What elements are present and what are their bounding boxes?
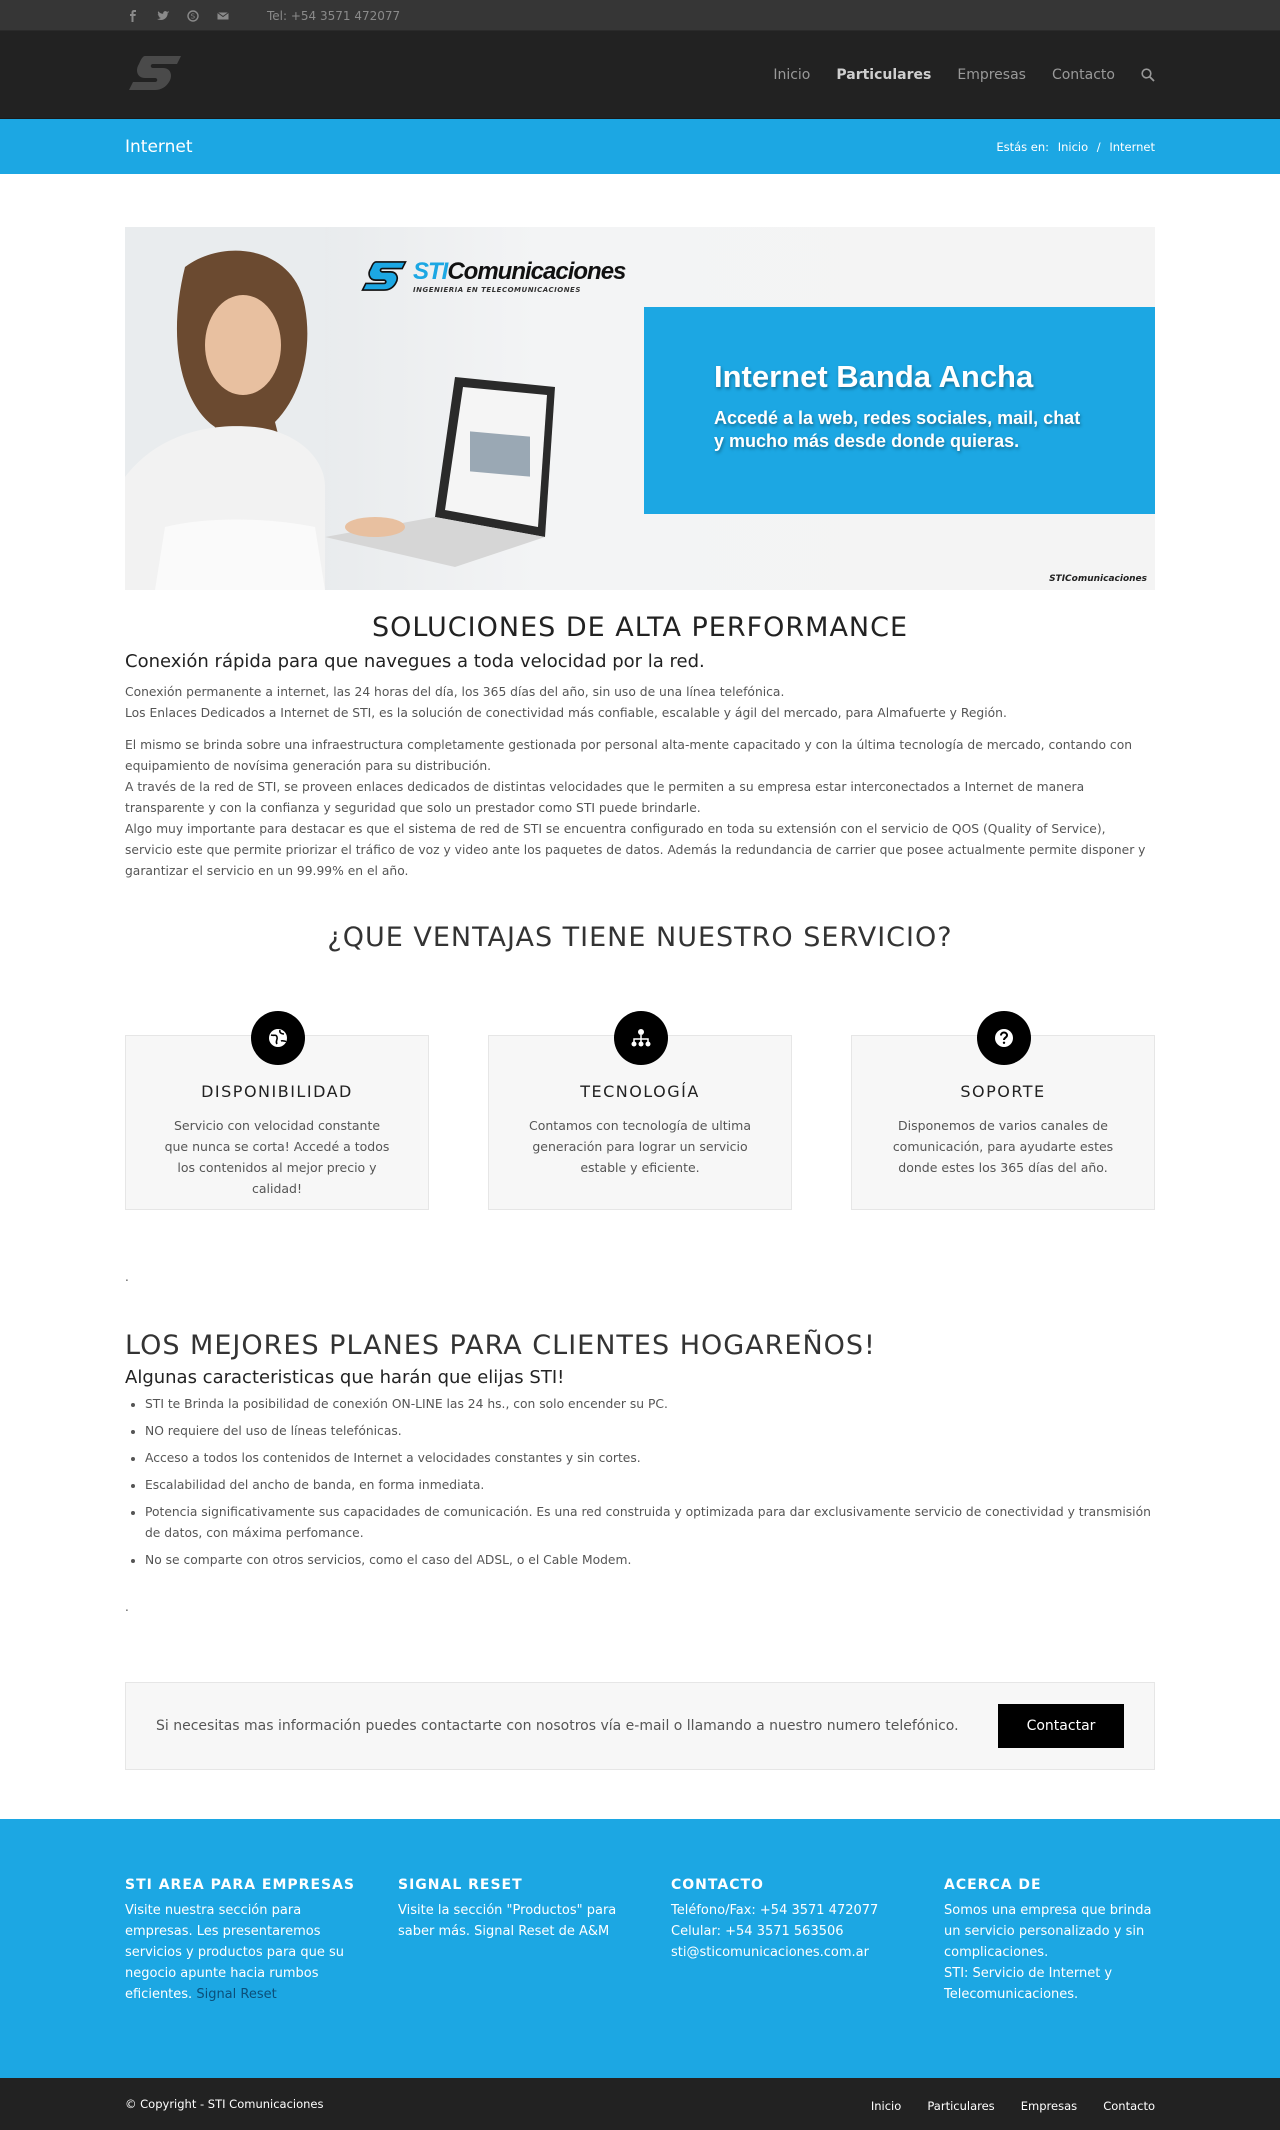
performance-section xyxy=(125,612,1155,882)
paragraph: Los Enlaces Dedicados a Internet de STI, es la solución de conectividad más confiable, escalable y ágil del mercado, para Almafuerte y Región. xyxy=(125,706,1007,720)
feature-card-disponibilidad xyxy=(125,1035,429,1210)
socket-link-empresas[interactable]: Empresas xyxy=(1020,2098,1078,2113)
footer-heading: SIGNAL RESET xyxy=(398,1877,523,1893)
nav-particulares[interactable]: Particulares xyxy=(836,67,932,83)
feature-title: TECNOLOGÍA xyxy=(580,1082,700,1101)
banner-logo xyxy=(359,257,625,295)
paragraph: A través de la red de STI, se proveen enlaces dedicados de distintas velocidades que le permiten a su empresa estar interconectados a Internet de manera transparente y con la confianza y seguridad que solo un prestador como STI puede brindarle. xyxy=(125,780,1085,815)
hero-banner xyxy=(125,227,1155,590)
socket-bar xyxy=(0,2078,1280,2130)
skype-icon[interactable] xyxy=(185,8,201,24)
footer-mobile: Celular: +54 3571 563506 xyxy=(671,1924,844,1939)
separator-dot: . xyxy=(125,1270,129,1284)
woman-image xyxy=(125,227,325,590)
paragraph: El mismo se brinda sobre una infraestructura completamente gestionada por personal alta-mente capacitado y con la última tecnología de mercado, contando con equipamiento de novísima generación para su distribución. xyxy=(125,738,1133,773)
footer-text: Visite la sección "Productos" para saber más. Signal Reset de A&M xyxy=(398,1903,617,1939)
list-item: • No se comparte con otros servicios, como el caso del ADSL, o el Cable Modem. xyxy=(145,1550,1155,1571)
main-header xyxy=(0,31,1280,119)
footer-phone: Teléfono/Fax: +54 3571 472077 xyxy=(671,1903,879,1918)
footer-text: Somos una empresa que brinda un servicio personalizado y sin complicaciones. xyxy=(944,1903,1152,1960)
contact-callout xyxy=(125,1682,1155,1770)
separator-dot: . xyxy=(125,1600,129,1614)
copyright: © Copyright - STI Comunicaciones xyxy=(125,2097,324,2111)
banner-small-logo: STIComunicaciones xyxy=(1049,574,1147,584)
list-item: • Acceso a todos los contenidos de Internet a velocidades constantes y sin cortes. xyxy=(145,1448,1155,1469)
footer xyxy=(0,1819,1280,2078)
section-subtitle: Conexión rápida para que navegues a toda velocidad por la red. xyxy=(125,651,705,672)
sti-logo-icon xyxy=(359,257,409,295)
banner-logo-subtitle: INGENIERIA EN TELECOMUNICACIONES xyxy=(413,286,581,294)
nav-empresas[interactable]: Empresas xyxy=(957,67,1026,83)
svg-text:S: S xyxy=(190,12,196,21)
breadcrumb-separator: / xyxy=(1096,139,1101,154)
list-item: • Escalabilidad del ancho de banda, en forma inmediata. xyxy=(145,1475,1155,1496)
feature-text: Disponemos de varios canales de comunicación, para ayudarte estes donde estes los 365 días del año. xyxy=(892,1118,1114,1175)
footer-text: STI: Servicio de Internet y Telecomunicaciones. xyxy=(944,1966,1113,2002)
footer-text: Visite nuestra sección para empresas. Les presentaremos servicios y productos para que su negocio apunte hacia rumbos eficientes. xyxy=(125,1903,345,2002)
network-icon xyxy=(614,1011,668,1065)
contact-button[interactable]: Contactar xyxy=(998,1704,1124,1748)
features-list xyxy=(125,1394,1155,1571)
breadcrumb-current[interactable]: Internet xyxy=(1109,139,1155,154)
banner-logo-sti: STI xyxy=(413,258,448,285)
topbar-phone: Tel: +54 3571 472077 xyxy=(267,8,401,23)
section-subtitle: Algunas caracteristicas que harán que elijas STI! xyxy=(125,1367,565,1388)
banner-logo-name: Comunicaciones xyxy=(447,258,626,285)
banner-line-1: Accedé a la web, redes sociales, mail, chat xyxy=(714,408,1081,428)
banner-text-box xyxy=(644,307,1155,514)
footer-col-empresas xyxy=(125,1877,355,2005)
ventajas-title: ¿QUE VENTAJAS TIENE NUESTRO SERVICIO? xyxy=(327,922,953,953)
breadcrumb-prefix: Estás en: xyxy=(996,139,1050,154)
socket-link-contacto[interactable]: Contacto xyxy=(1103,2098,1155,2113)
nav-inicio[interactable]: Inicio xyxy=(773,67,811,83)
footer-heading: CONTACTO xyxy=(671,1877,764,1893)
feature-title: DISPONIBILIDAD xyxy=(201,1082,353,1101)
paragraph: Conexión permanente a internet, las 24 horas del día, los 365 días del año, sin uso de una línea telefónica. xyxy=(125,685,785,699)
facebook-icon[interactable] xyxy=(125,8,141,24)
footer-heading: ACERCA DE xyxy=(944,1877,1042,1893)
socket-nav xyxy=(850,2095,1155,2114)
laptop-image xyxy=(305,367,565,567)
site-logo[interactable] xyxy=(125,50,185,100)
title-bar xyxy=(0,119,1280,174)
breadcrumb xyxy=(991,140,1155,154)
nav-contacto[interactable]: Contacto xyxy=(1051,67,1115,83)
mail-icon[interactable] xyxy=(215,8,231,24)
footer-email[interactable]: sti@sticomunicaciones.com.ar xyxy=(671,1945,869,1960)
callout-text: Si necesitas mas información puedes contactarte con nosotros vía e-mail o llamando a nuestro numero telefónico. xyxy=(156,1718,959,1734)
paragraph: Algo muy importante para destacar es que el sistema de red de STI se encuentra configurado en toda su extensión con el servicio de QOS (Quality of Service), servicio este que permite priorizar el tráfico de voz y video ante los paquetes de datos. Además la redundancia de carrier que posee actualmente permite disponer y garantizar el servicio en un 99.99% en el año. xyxy=(125,822,1146,878)
list-item: • NO requiere del uso de líneas telefónicas. xyxy=(145,1421,1155,1442)
footer-col-acerca xyxy=(944,1877,1154,2005)
banner-headline: Internet Banda Ancha xyxy=(714,359,1034,394)
feature-title: SOPORTE xyxy=(960,1082,1046,1101)
feature-card-soporte xyxy=(851,1035,1155,1210)
twitter-icon[interactable] xyxy=(155,8,171,24)
socket-link-particulares[interactable]: Particulares xyxy=(927,2098,995,2113)
feature-text: Contamos con tecnología de ultima generación para lograr un servicio estable y eficiente. xyxy=(529,1118,751,1175)
search-icon[interactable] xyxy=(1141,68,1155,82)
footer-col-contacto xyxy=(671,1877,901,1963)
plans-section xyxy=(125,1330,1155,1577)
feature-card-tecnologia xyxy=(488,1035,792,1210)
main-nav xyxy=(747,67,1155,83)
top-bar xyxy=(0,0,1280,31)
banner-line-2: y mucho más desde donde quieras. xyxy=(714,431,1020,451)
breadcrumb-home[interactable]: Inicio xyxy=(1057,139,1089,154)
footer-col-signal-reset xyxy=(398,1877,628,1942)
list-item: • STI te Brinda la posibilidad de conexión ON-LINE las 24 hs., con solo encender su PC. xyxy=(145,1394,1155,1415)
page-title: Internet xyxy=(125,136,193,157)
feature-text: Servicio con velocidad constante que nunca se corta! Accedé a todos los contenidos al mejor precio y calidad! xyxy=(164,1118,390,1196)
sti-logo-icon xyxy=(125,50,185,96)
signal-reset-link[interactable]: Signal Reset xyxy=(196,1987,277,2002)
list-item: • Potencia significativamente sus capacidades de comunicación. Es una red construida y optimizada para dar exclusivamente servicio de conectividad y transmisión de datos, con máxima perfomance. xyxy=(145,1502,1155,1544)
section-title: LOS MEJORES PLANES PARA CLIENTES HOGAREÑOS! xyxy=(125,1330,876,1361)
question-icon xyxy=(977,1011,1031,1065)
socket-link-inicio[interactable]: Inicio xyxy=(870,2098,902,2113)
globe-icon xyxy=(251,1011,305,1065)
section-title: SOLUCIONES DE ALTA PERFORMANCE xyxy=(371,612,909,643)
footer-heading: STI AREA PARA EMPRESAS xyxy=(125,1877,356,1893)
